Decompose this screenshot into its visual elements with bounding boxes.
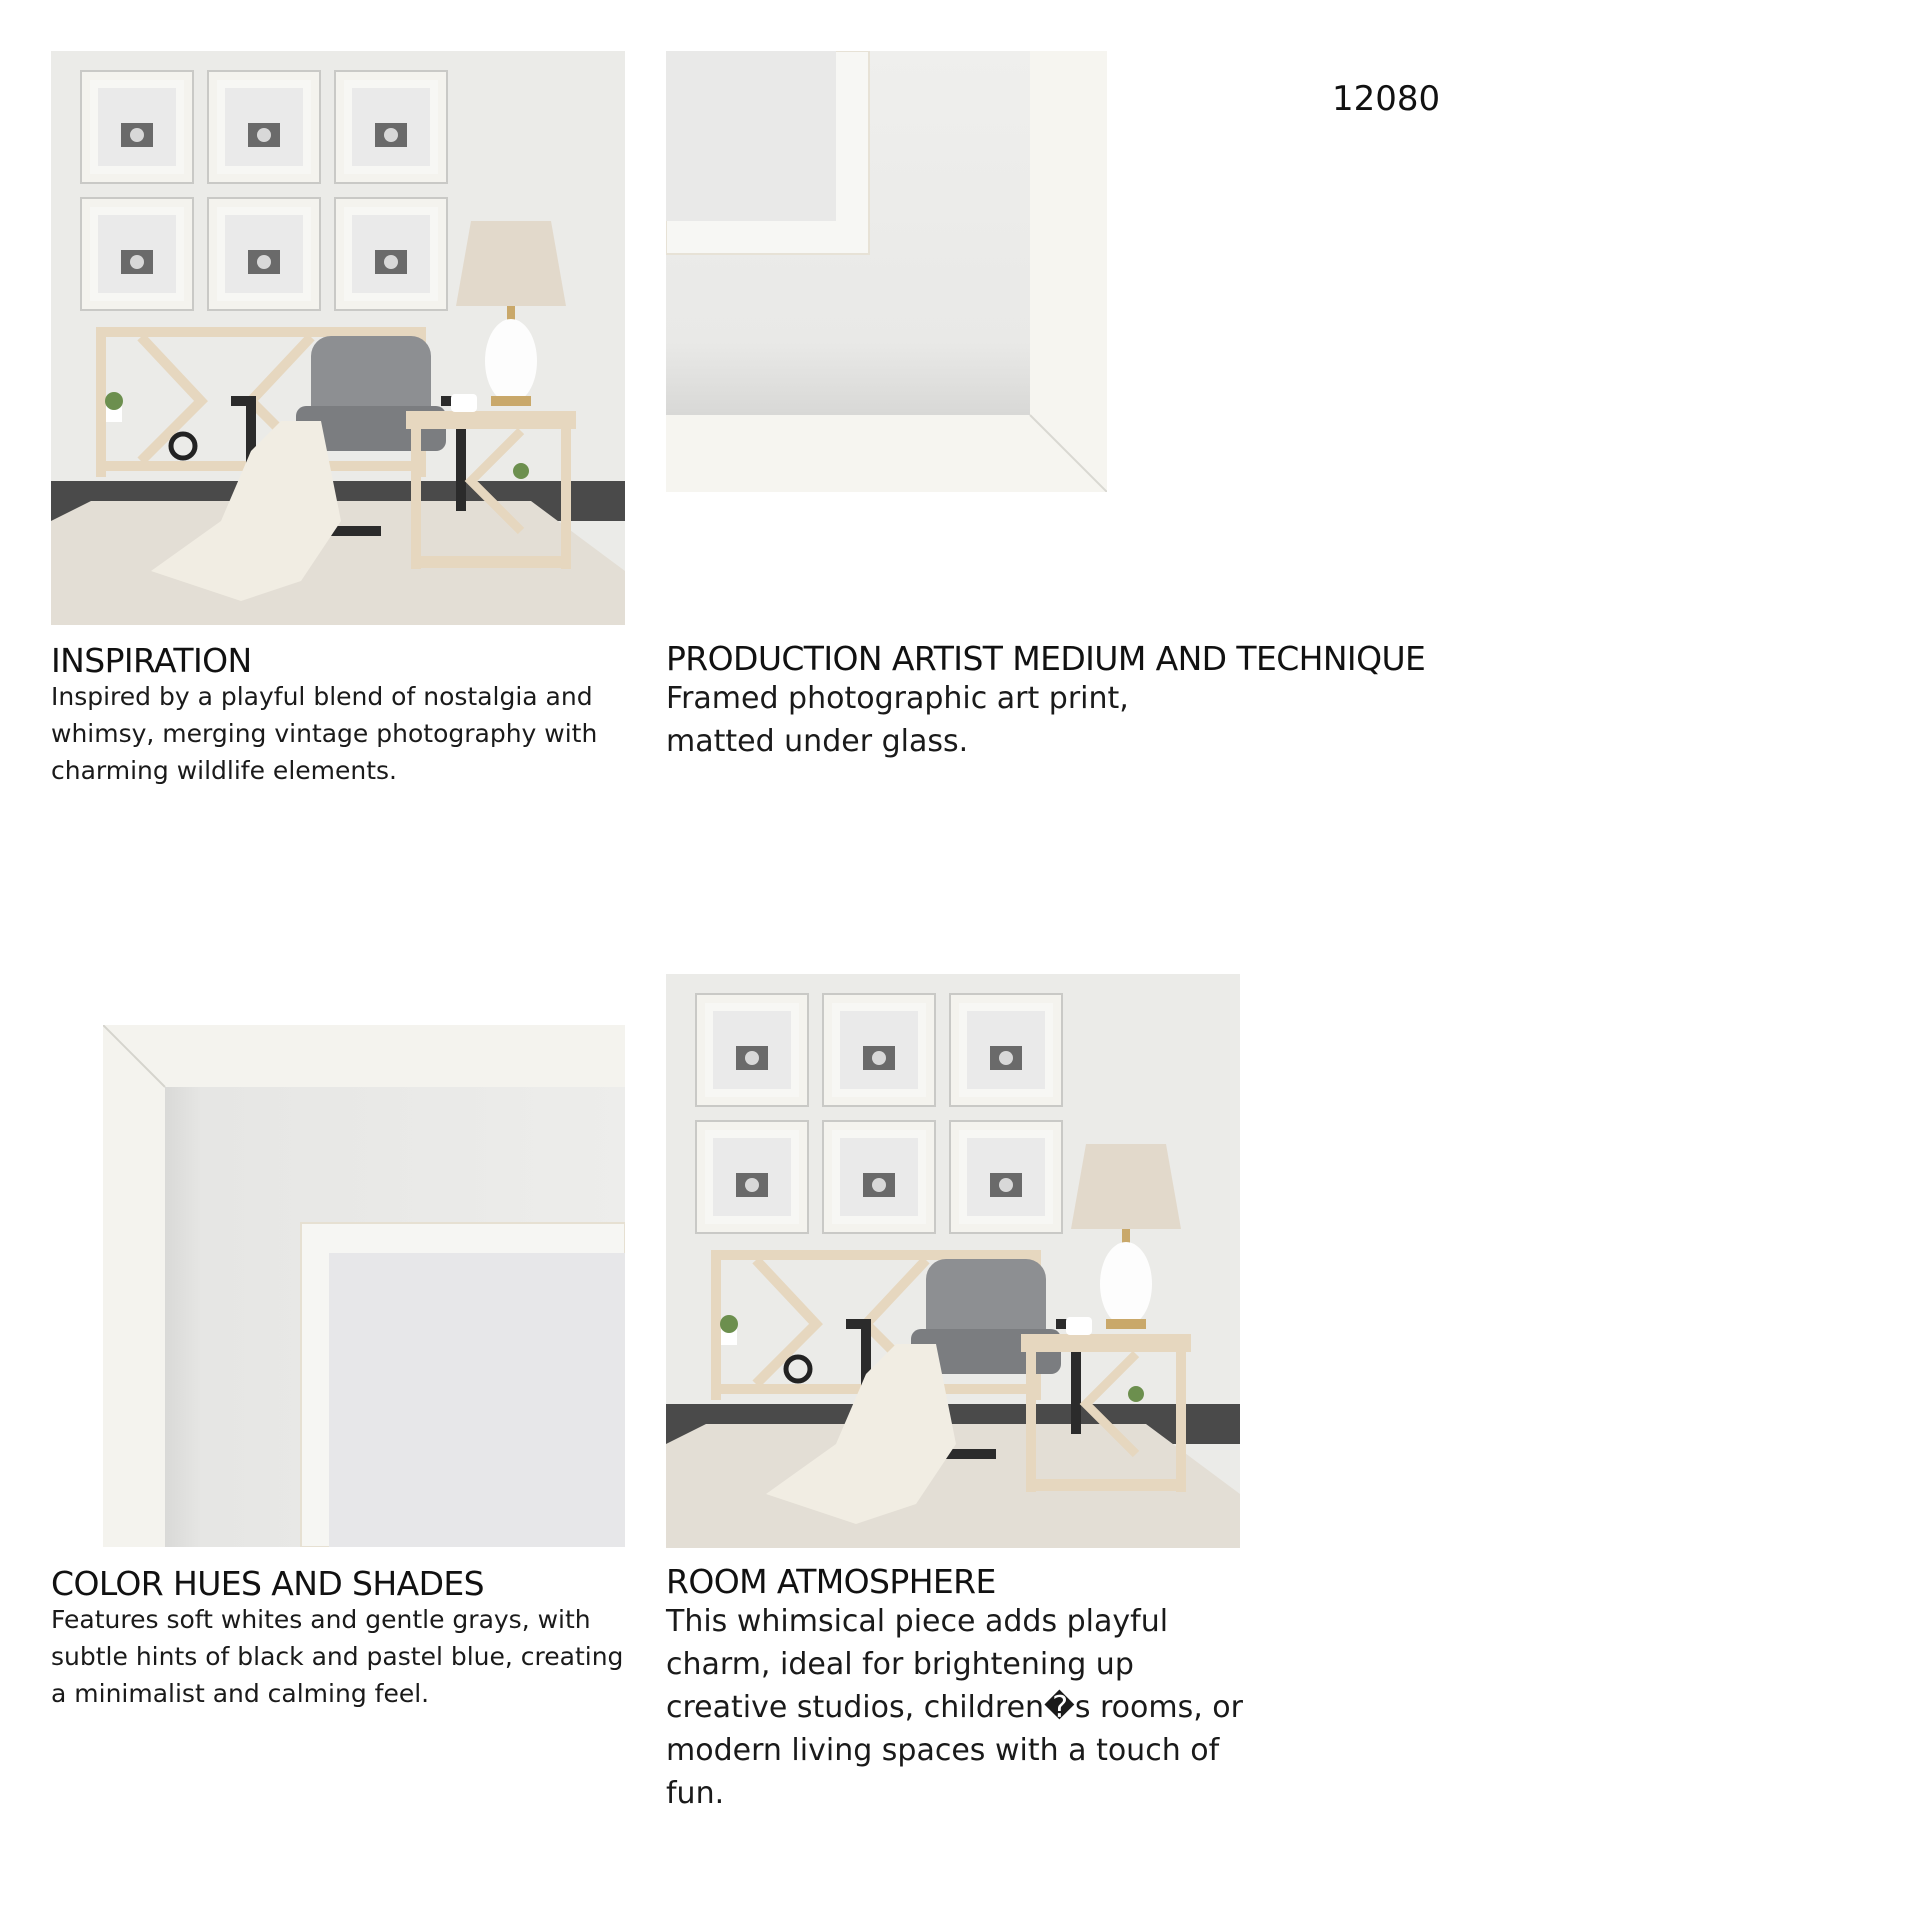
atmosphere-title: ROOM ATMOSPHERE: [666, 1562, 996, 1601]
inspiration-text: Inspired by a playful blend of nostalgia and whimsy, merging vintage photography with charming wildlife elements.: [51, 682, 598, 785]
frame-corner-icon: [666, 51, 1107, 492]
frame-corner-detail-bottom: [103, 1025, 625, 1547]
product-code: 12080: [1332, 79, 1441, 119]
atmosphere-text: This whimsical piece adds playful charm, ideal for brightening up creative studios, children�s rooms, or modern living spaces with a touch of fun.: [666, 1604, 1243, 1811]
production-title: PRODUCTION ARTIST MEDIUM AND TECHNIQUE: [666, 639, 1426, 678]
room-scene-photo: [51, 51, 625, 625]
inspiration-title: INSPIRATION: [51, 641, 252, 680]
frame-corner-detail-top: [666, 51, 1107, 492]
room-scene-photo: [666, 974, 1240, 1548]
room-scene-icon: [666, 974, 1240, 1548]
color-text: Features soft whites and gentle grays, with subtle hints of black and pastel blue, creating a minimalist and calming feel.: [51, 1605, 624, 1708]
production-text: Framed photographic art print, matted under glass.: [666, 681, 1129, 759]
frame-corner-icon: [103, 1025, 625, 1547]
room-scene-icon: [51, 51, 625, 625]
color-title: COLOR HUES AND SHADES: [51, 1564, 484, 1603]
